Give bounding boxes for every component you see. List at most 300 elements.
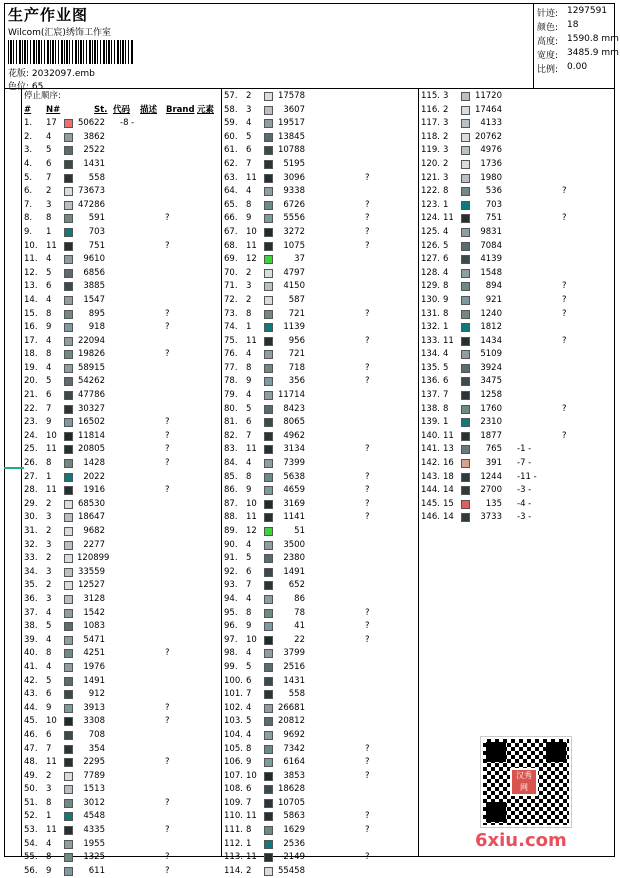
needle-number: 7 [443, 390, 449, 401]
stitch-count: 10705 [277, 797, 305, 808]
row-index: 133. [421, 335, 440, 346]
stitch-count: 3853 [283, 770, 305, 781]
stitch-count: 78 [294, 607, 305, 618]
stitch-count: 54262 [77, 376, 105, 387]
stat-width: 宽度: 3485.9 mm [537, 48, 619, 61]
stop-row [222, 375, 417, 389]
stop-row [222, 443, 417, 457]
stitch-count: 50622 [77, 118, 105, 129]
stop-row [222, 172, 417, 186]
row-index: 1. [24, 118, 33, 129]
element-marker: ? [365, 512, 370, 523]
color-swatch [461, 187, 470, 196]
color-swatch [64, 146, 73, 155]
stop-row [222, 212, 417, 226]
stop-row [22, 172, 217, 186]
needle-number: 10 [246, 770, 257, 781]
color-swatch [264, 377, 273, 386]
row-index: 93. [224, 580, 238, 591]
color-swatch [264, 201, 273, 210]
stop-row [22, 253, 217, 267]
stop-row [222, 607, 417, 621]
stop-row [22, 865, 217, 878]
needle-number: 8 [46, 458, 52, 469]
color-swatch [64, 554, 73, 563]
row-index: 103. [224, 716, 243, 727]
row-index: 75. [224, 335, 238, 346]
needle-number: 11 [246, 172, 257, 183]
stop-row [22, 308, 217, 322]
stitch-count: 1244 [480, 471, 502, 482]
needle-number: 5 [46, 376, 52, 387]
stop-row [419, 457, 614, 471]
color-swatch [264, 745, 273, 754]
stitch-count: 2522 [83, 145, 105, 156]
row-index: 62. [224, 158, 238, 169]
needle-number: 3 [46, 593, 52, 604]
stop-row [419, 199, 614, 213]
stitch-count: 354 [88, 743, 105, 754]
row-index: 47. [24, 743, 38, 754]
legend-title: 停止顺序: [24, 91, 61, 101]
color-swatch [264, 541, 273, 550]
needle-number: 7 [46, 172, 52, 183]
stop-row [222, 851, 417, 865]
stitch-count: 391 [485, 458, 502, 469]
color-swatch [64, 310, 73, 319]
needle-number: 2 [443, 131, 449, 142]
row-index: 12. [24, 267, 38, 278]
needle-number: 12 [246, 526, 257, 536]
stop-row [222, 158, 417, 172]
color-swatch [64, 636, 73, 645]
row-index: 60. [224, 131, 238, 142]
stop-row [419, 498, 614, 512]
color-swatch [64, 391, 73, 400]
code-value: -8 - [120, 118, 135, 129]
color-swatch [64, 201, 73, 210]
color-swatch [64, 541, 73, 550]
needle-number: 4 [46, 254, 52, 265]
stop-row [22, 647, 217, 661]
stop-row [222, 634, 417, 648]
stop-row [419, 403, 614, 417]
row-index: 121. [421, 172, 440, 183]
needle-number: 6 [443, 376, 449, 387]
stop-row [222, 770, 417, 784]
color-swatch [64, 486, 73, 495]
position-marker [4, 467, 24, 469]
color-swatch [264, 337, 273, 346]
needle-number: 5 [46, 621, 52, 632]
needle-number: 4 [46, 362, 52, 373]
stop-row [22, 280, 217, 294]
needle-number: 1 [443, 199, 449, 210]
row-index: 46. [24, 729, 38, 740]
element-marker: ? [165, 716, 170, 727]
element-marker: ? [165, 213, 170, 224]
stitch-count: 7789 [83, 770, 105, 781]
color-swatch [64, 717, 73, 726]
needle-number: 4 [443, 226, 449, 237]
page-title: 生产作业图 [8, 6, 89, 24]
needle-number: 8 [443, 281, 449, 292]
stitch-count: 3169 [283, 498, 305, 509]
stop-row [222, 144, 417, 158]
color-swatch [264, 690, 273, 699]
stitch-count: 4133 [480, 118, 502, 129]
row-index: 17. [24, 335, 38, 346]
color-swatch [64, 364, 73, 373]
stitch-count: 9338 [283, 186, 305, 197]
stitch-count: 4335 [83, 825, 105, 836]
row-index: 48. [24, 757, 38, 768]
color-swatch [264, 255, 273, 264]
color-swatch [264, 513, 273, 522]
stop-row [222, 511, 417, 525]
stop-row [222, 824, 417, 838]
needle-number: 11 [443, 335, 454, 346]
row-index: 71. [224, 281, 238, 292]
header-divider [4, 88, 615, 89]
row-index: 89. [224, 526, 238, 536]
needle-number: 10 [246, 226, 257, 237]
stitch-count: 703 [88, 226, 105, 237]
needle-number: 10 [46, 430, 57, 441]
color-swatch [64, 581, 73, 590]
stitch-count: 33559 [77, 566, 105, 577]
needle-number: 7 [246, 158, 252, 169]
row-index: 54. [24, 838, 38, 849]
row-index: 84. [224, 458, 238, 469]
stitch-count: 1547 [83, 294, 105, 305]
needle-number: 14 [443, 485, 454, 496]
stitch-count: 8423 [283, 403, 305, 414]
stitch-count: 20762 [474, 131, 502, 142]
stitch-count: 9692 [283, 729, 305, 740]
needle-number: 8 [246, 362, 252, 373]
stop-row [22, 185, 217, 199]
color-swatch [64, 853, 73, 862]
element-marker: ? [365, 213, 370, 224]
stop-row [222, 675, 417, 689]
needle-number: 15 [443, 498, 454, 509]
color-swatch [264, 649, 273, 658]
row-index: 110. [224, 811, 243, 822]
row-index: 10. [24, 240, 38, 251]
color-swatch [264, 92, 273, 101]
color-swatch [64, 745, 73, 754]
stop-row [22, 158, 217, 172]
color-swatch [64, 187, 73, 196]
row-index: 144. [421, 485, 440, 496]
row-index: 109. [224, 797, 243, 808]
row-index: 146. [421, 512, 440, 523]
stitch-count: 4548 [83, 811, 105, 822]
needle-number: 2 [443, 104, 449, 115]
stitch-count: 558 [288, 689, 305, 700]
qr-logo: 汉秀 网 [510, 768, 538, 796]
element-marker: ? [365, 757, 370, 768]
color-swatch [264, 269, 273, 278]
row-index: 122. [421, 186, 440, 197]
element-marker: ? [365, 172, 370, 183]
row-index: 114. [224, 865, 243, 876]
row-index: 43. [24, 689, 38, 700]
needle-number: 6 [46, 689, 52, 700]
stop-row [22, 131, 217, 145]
needle-number: 2 [46, 526, 52, 536]
color-swatch [64, 649, 73, 658]
needle-number: 18 [443, 471, 454, 482]
row-index: 78. [224, 376, 238, 387]
needle-number: 2 [46, 770, 52, 781]
needle-number: 5 [246, 131, 252, 142]
needle-number: 8 [246, 471, 252, 482]
stitch-count: 4797 [283, 267, 305, 278]
element-marker: ? [365, 825, 370, 836]
stitch-count: 30327 [77, 403, 105, 414]
needle-number: 2 [46, 580, 52, 591]
stitch-count: 2380 [283, 553, 305, 564]
color-swatch [264, 622, 273, 631]
row-index: 108. [224, 784, 243, 795]
stitch-count: 9610 [83, 254, 105, 265]
needle-number: 4 [46, 131, 52, 142]
stitch-count: 3272 [283, 226, 305, 237]
needle-number: 11 [46, 444, 57, 455]
element-marker: ? [365, 607, 370, 618]
stitch-count: 1240 [480, 308, 502, 319]
needle-number: 4 [246, 390, 252, 401]
row-index: 70. [224, 267, 238, 278]
color-swatch [264, 758, 273, 767]
color-swatch [461, 500, 470, 509]
stop-row [22, 389, 217, 403]
color-swatch [264, 364, 273, 373]
needle-number: 10 [246, 634, 257, 645]
stitch-count: 2310 [480, 417, 502, 428]
stitch-count: 1976 [83, 661, 105, 672]
color-swatch [461, 255, 470, 264]
needle-number: 9 [246, 621, 252, 632]
stop-row [22, 294, 217, 308]
stitch-count: 6164 [283, 757, 305, 768]
stitch-count: 22094 [77, 335, 105, 346]
needle-number: 11 [246, 512, 257, 523]
stop-row [419, 90, 614, 104]
stitch-count: 5109 [480, 349, 502, 360]
code-value: -3 - [517, 485, 532, 496]
stitch-count: 1139 [283, 322, 305, 333]
row-index: 14. [24, 294, 38, 305]
needle-number: 8 [46, 797, 52, 808]
stop-row [419, 471, 614, 485]
stitch-count: 18628 [277, 784, 305, 795]
row-index: 7. [24, 199, 33, 210]
stop-row [22, 226, 217, 240]
element-marker: ? [165, 757, 170, 768]
row-index: 119. [421, 145, 440, 156]
stitch-count: 3012 [83, 797, 105, 808]
color-swatch [264, 840, 273, 849]
row-index: 58. [224, 104, 238, 115]
needle-number: 4 [246, 458, 252, 469]
element-marker: ? [562, 430, 567, 441]
needle-number: 11 [46, 485, 57, 496]
color-swatch [264, 214, 273, 223]
needle-number: 17 [46, 118, 57, 129]
color-swatch [264, 581, 273, 590]
color-swatch [264, 174, 273, 183]
color-swatch [64, 568, 73, 577]
row-index: 35. [24, 580, 38, 591]
stitch-count: 721 [288, 308, 305, 319]
stop-row [222, 729, 417, 743]
row-index: 27. [24, 471, 38, 482]
row-index: 69. [224, 254, 238, 265]
stop-row [22, 511, 217, 525]
row-index: 79. [224, 390, 238, 401]
stitch-count: 2700 [480, 485, 502, 496]
color-swatch [64, 242, 73, 251]
row-index: 72. [224, 294, 238, 305]
stop-row [419, 308, 614, 322]
color-swatch [461, 473, 470, 482]
needle-number: 1 [443, 322, 449, 333]
stitch-count: 11720 [474, 91, 502, 101]
stitch-count: 894 [485, 281, 502, 292]
color-swatch [264, 432, 273, 441]
stitch-count: 3096 [283, 172, 305, 183]
stop-row [419, 484, 614, 498]
needle-number: 1 [246, 838, 252, 849]
element-marker: ? [165, 240, 170, 251]
stitch-count: 1980 [480, 172, 502, 183]
stitch-count: 3799 [283, 648, 305, 659]
stop-row [22, 240, 217, 254]
stop-row [22, 688, 217, 702]
element-marker: ? [165, 648, 170, 659]
stop-row [419, 212, 614, 226]
needle-number: 8 [443, 308, 449, 319]
needle-number: 8 [246, 308, 252, 319]
color-swatch [264, 350, 273, 359]
color-swatch [461, 92, 470, 101]
needle-number: 8 [443, 403, 449, 414]
color-swatch [64, 704, 73, 713]
stop-row [22, 335, 217, 349]
stitch-count: 20805 [77, 444, 105, 455]
stop-row [222, 702, 417, 716]
color-swatch [64, 527, 73, 536]
needle-number: 2 [46, 498, 52, 509]
stat-height: 高度: 1590.8 mm [537, 34, 619, 47]
needle-number: 1 [46, 811, 52, 822]
color-swatch [264, 459, 273, 468]
element-marker: ? [365, 621, 370, 632]
stop-sequence-column [222, 90, 417, 878]
stitch-count: 652 [288, 580, 305, 591]
stitch-count: 956 [288, 335, 305, 346]
stitch-count: 47786 [77, 390, 105, 401]
row-index: 107. [224, 770, 243, 781]
stitch-count: 708 [88, 729, 105, 740]
stop-row [222, 308, 417, 322]
stitch-count: 19826 [77, 349, 105, 360]
row-index: 141. [421, 444, 440, 455]
element-marker: ? [365, 376, 370, 387]
element-marker: ? [165, 444, 170, 455]
stop-row [419, 158, 614, 172]
element-marker: ? [165, 485, 170, 496]
stop-row [222, 647, 417, 661]
row-index: 49. [24, 770, 38, 781]
needle-number: 6 [443, 254, 449, 265]
color-swatch [64, 772, 73, 781]
stitch-count: 1428 [83, 458, 105, 469]
color-swatch [64, 799, 73, 808]
stop-row [419, 226, 614, 240]
needle-number: 8 [46, 648, 52, 659]
needle-number: 9 [246, 485, 252, 496]
needle-number: 6 [46, 281, 52, 292]
stop-row [22, 362, 217, 376]
stitch-count: 135 [485, 498, 502, 509]
stop-row [22, 620, 217, 634]
stop-row [222, 593, 417, 607]
color-swatch [264, 146, 273, 155]
row-index: 85. [224, 471, 238, 482]
needle-number: 2 [46, 186, 52, 197]
stitch-count: 3134 [283, 444, 305, 455]
color-swatch [461, 146, 470, 155]
stitch-count: 1431 [283, 675, 305, 686]
header-code: 代码 [113, 104, 131, 115]
header-needle: N# [46, 104, 61, 115]
row-index: 136. [421, 376, 440, 387]
stitch-count: 1141 [283, 512, 305, 523]
stitch-count: 2149 [283, 852, 305, 863]
row-index: 120. [421, 158, 440, 169]
needle-number: 3 [443, 91, 449, 101]
stop-row [419, 443, 614, 457]
row-index: 52. [24, 811, 38, 822]
row-index: 132. [421, 322, 440, 333]
row-index: 130. [421, 294, 440, 305]
stitch-count: 536 [485, 186, 502, 197]
stitch-count: 765 [485, 444, 502, 455]
needle-number: 3 [46, 199, 52, 210]
stop-row [222, 348, 417, 362]
row-index: 98. [224, 648, 238, 659]
stop-row [419, 375, 614, 389]
stop-row [222, 498, 417, 512]
row-index: 145. [421, 498, 440, 509]
stitch-count: 912 [88, 689, 105, 700]
stitch-count: 918 [88, 322, 105, 333]
needle-number: 11 [246, 335, 257, 346]
color-swatch [461, 405, 470, 414]
color-swatch [64, 350, 73, 359]
color-swatch [264, 663, 273, 672]
color-count: 色位: 65 [8, 82, 44, 92]
stop-row [222, 566, 417, 580]
stop-row [222, 743, 417, 757]
needle-number: 7 [246, 797, 252, 808]
element-marker: ? [165, 702, 170, 713]
color-swatch [461, 486, 470, 495]
